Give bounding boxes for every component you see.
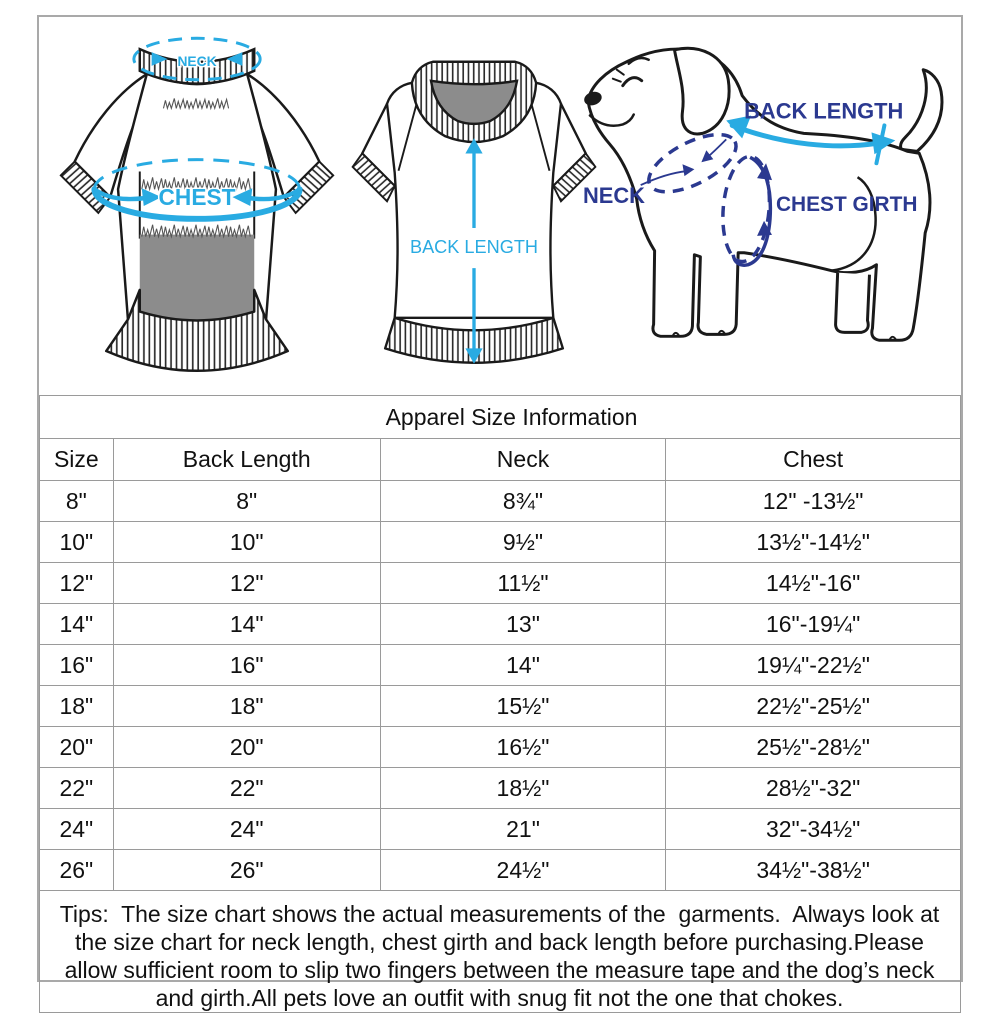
dog-measure-diagram [581, 23, 961, 391]
table-cell: 12" -13½" [666, 481, 961, 522]
tips-row [40, 891, 961, 1013]
tips-text: Tips: The size chart shows the actual measurements of the garments. Always look at the size chart for neck length, chest girth and back length before purchasing.Please allow sufficient room to slip two fingers between the measure tape and the dog’s neck and girth.All pets love an outfit with snug fit not the one that chokes. [40, 891, 961, 1013]
table-row [40, 563, 961, 604]
table-cell: 20" [40, 727, 114, 768]
header-back-length: Back Length [113, 439, 380, 481]
table-cell: 10" [40, 522, 114, 563]
table-cell: 16½" [380, 727, 666, 768]
header-size: Size [40, 439, 114, 481]
table-cell: 34½"-38½" [666, 850, 961, 891]
table-cell: 14½"-16" [666, 563, 961, 604]
table-cell: 15½" [380, 686, 666, 727]
table-cell: 8¾" [380, 481, 666, 522]
table-cell: 14" [113, 604, 380, 645]
table-cell: 13" [380, 604, 666, 645]
table-cell: 12" [40, 563, 114, 604]
table-cell: 8" [40, 481, 114, 522]
table-cell: 16"-19¼" [666, 604, 961, 645]
table-cell: 12" [113, 563, 380, 604]
table-row [40, 768, 961, 809]
table-row [40, 686, 961, 727]
table-row [40, 809, 961, 850]
chest-label: CHEST [158, 184, 236, 211]
table-cell: 24" [40, 809, 114, 850]
table-cell: 13½"-14½" [666, 522, 961, 563]
header-chest: Chest [666, 439, 961, 481]
table-cell: 18" [113, 686, 380, 727]
table-cell: 11½" [380, 563, 666, 604]
table-cell: 18½" [380, 768, 666, 809]
table-cell: 8" [113, 481, 380, 522]
table-cell: 22½"-25½" [666, 686, 961, 727]
table-row [40, 645, 961, 686]
table-cell: 14" [40, 604, 114, 645]
table-cell: 25½"-28½" [666, 727, 961, 768]
back-length-label: BACK LENGTH [744, 98, 904, 124]
header-neck: Neck [380, 439, 666, 481]
table-cell: 19¼"-22½" [666, 645, 961, 686]
table-title: Apparel Size Information [40, 396, 961, 439]
garment-front-diagram [345, 21, 603, 393]
garment-back-diagram [49, 21, 345, 393]
table-cell: 32"-34½" [666, 809, 961, 850]
gray-back-panel [140, 235, 254, 321]
table-cell: 26" [40, 850, 114, 891]
neck-label: NECK [177, 52, 217, 69]
table-cell: 28½"-32" [666, 768, 961, 809]
table-cell: 22" [113, 768, 380, 809]
table-row [40, 850, 961, 891]
neck-label: NECK [582, 183, 645, 209]
dog-far-hind-leg [836, 273, 870, 333]
table-cell: 14" [380, 645, 666, 686]
table-row [40, 604, 961, 645]
size-chart-panel [37, 15, 963, 1011]
table-cell: 18" [40, 686, 114, 727]
table-cell: 26" [113, 850, 380, 891]
dog-tail [901, 70, 942, 152]
table-cell: 21" [380, 809, 666, 850]
apparel-size-table [39, 395, 961, 1013]
table-cell: 9½" [380, 522, 666, 563]
table-title-row [40, 396, 961, 439]
back-length-label: BACK LENGTH [409, 236, 539, 257]
table-row [40, 522, 961, 563]
table-cell: 22" [40, 768, 114, 809]
chest-girth-label: CHEST GIRTH [775, 192, 918, 216]
table-row [40, 727, 961, 768]
measurement-diagrams [39, 17, 961, 395]
table-cell: 24½" [380, 850, 666, 891]
table-cell: 24" [113, 809, 380, 850]
table-cell: 20" [113, 727, 380, 768]
table-cell: 10" [113, 522, 380, 563]
table-cell: 16" [40, 645, 114, 686]
table-header-row [40, 439, 961, 481]
table-cell: 16" [113, 645, 380, 686]
table-row [40, 481, 961, 522]
dog-ear [675, 48, 730, 134]
